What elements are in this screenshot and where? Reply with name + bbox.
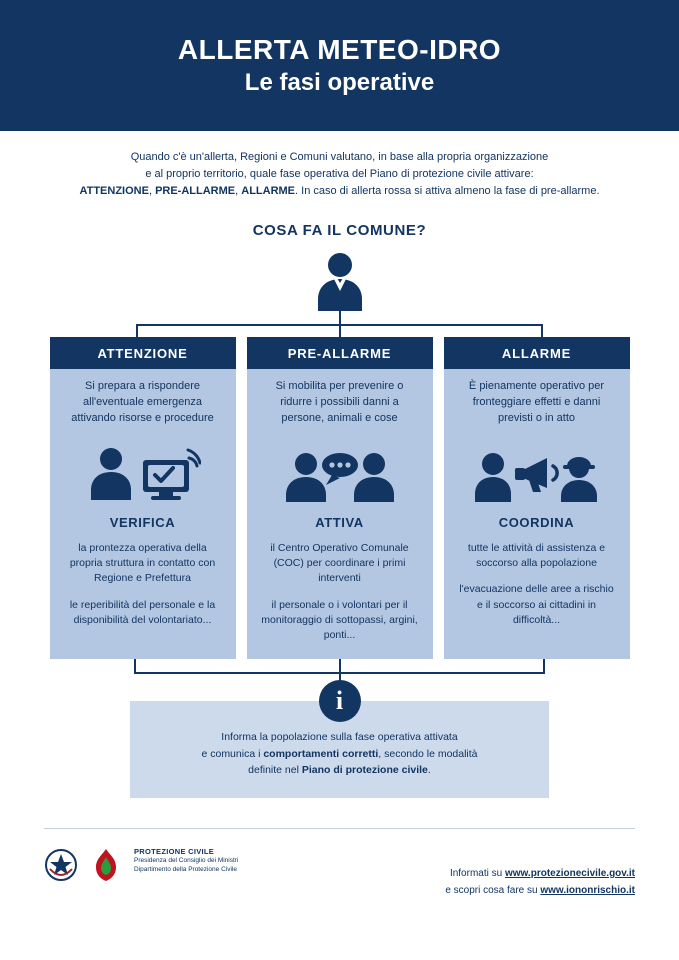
person-monitor-icon xyxy=(85,444,201,506)
phase-para1-attenzione: la prontezza operativa della propria struttura in contatto con Regione e Prefettura xyxy=(69,541,216,585)
info-line-2 xyxy=(156,746,523,762)
phase-icon-row-attenzione xyxy=(85,437,201,513)
info-text-3: , secondo le modalità xyxy=(378,747,478,760)
info-line-1: Informa la popolazione sulla fase operativa attivata xyxy=(221,731,458,744)
connector-vertical-main xyxy=(339,311,341,325)
protezionecivile-link[interactable]: www.protezionecivile.gov.it xyxy=(504,868,635,880)
phase-para2-attenzione: le reperibilità del personale e la disponibilità del volontariato... xyxy=(69,598,216,626)
info-text-2: e comunica i xyxy=(201,747,264,760)
info-text-4: definite nel xyxy=(248,763,302,776)
info-text-5: . xyxy=(427,763,431,776)
connector-drop-left xyxy=(136,324,138,337)
phase-action-allarme: COORDINA xyxy=(498,514,575,530)
section-title: COSA FA IL COMUNE? xyxy=(252,222,427,240)
intro-sep-2: , xyxy=(235,185,242,198)
footer-link-line-1 xyxy=(445,865,635,882)
phase-card-allarme xyxy=(444,337,630,659)
phase-header-attenzione: ATTENZIONE xyxy=(50,337,236,369)
page-subtitle: Le fasi operative xyxy=(244,68,435,96)
person-icon xyxy=(307,249,373,311)
connector-top xyxy=(46,311,633,337)
footer-logo-line-1: PROTEZIONE CIVILE xyxy=(134,847,215,857)
page-header xyxy=(0,0,679,131)
phase-action-attenzione: VERIFICA xyxy=(109,514,176,530)
connector-drop-right xyxy=(541,324,543,337)
footer-links xyxy=(445,847,635,899)
footer-logo-line-3: Dipartimento della Protezione Civile xyxy=(134,865,237,873)
footer-link-1-prefix: Informati su xyxy=(449,868,505,880)
phase-icon-row-allarme xyxy=(473,437,601,513)
intro-phase-preallarme: PRE-ALLARME xyxy=(155,185,236,198)
page-footer xyxy=(44,847,635,899)
two-people-talking-icon xyxy=(282,444,398,506)
intro-line-3-rest: . In caso di allerta rossa si attiva almeno la fase di pre-allarme. xyxy=(295,185,600,198)
info-line-3 xyxy=(156,762,523,778)
intro-sep-1: , xyxy=(148,185,156,198)
phase-para1-allarme: tutte le attività di assistenza e soccorso alla popolazione xyxy=(467,541,606,570)
intro-phase-allarme: ALLARME xyxy=(241,185,296,198)
footer-link-line-2 xyxy=(445,882,635,899)
phase-header-preallarme: PRE-ALLARME xyxy=(247,337,433,369)
republic-emblem-icon xyxy=(44,847,78,887)
phase-lead-preallarme: Si mobilita per prevenire o ridurre i possibili danni a persone, animali e cose xyxy=(275,380,404,425)
page-title: ALLERTA METEO-IDRO xyxy=(177,33,502,65)
connector-up-middle xyxy=(339,659,341,673)
footer-logo-line-2: Presidenza del Consiglio dei Ministri xyxy=(134,857,239,865)
phase-action-preallarme: ATTIVA xyxy=(315,514,364,530)
phase-header-allarme: ALLARME xyxy=(444,337,630,369)
intro-line-2: e al proprio territorio, quale fase operativa del Piano di protezione civile attivare: xyxy=(145,168,534,181)
connector-up-right xyxy=(543,659,545,673)
info-bold-piano: Piano di protezione civile xyxy=(301,763,428,776)
footer-logos xyxy=(44,847,238,887)
footer-logo-caption xyxy=(134,847,238,875)
phase-body-allarme xyxy=(444,369,630,659)
phases-columns xyxy=(44,337,635,659)
intro-text xyxy=(0,131,679,200)
phase-para2-allarme: l'evacuazione delle aree a rischio e il soccorso ai cittadini in difficoltà... xyxy=(459,583,614,626)
phase-lead-attenzione: Si prepara a rispondere all'eventuale emergenza attivando risorse e procedure xyxy=(71,380,214,425)
connector-up-left xyxy=(134,659,136,673)
phase-para2-preallarme: il personale o i volontari per il monitoraggio di sottopassi, argini, ponti... xyxy=(261,598,418,642)
info-bold-comportamenti: comportamenti corretti xyxy=(263,747,379,760)
municipality-person-illustration xyxy=(0,249,679,311)
phase-body-attenzione xyxy=(50,369,236,659)
phase-para1-preallarme: il Centro Operativo Comunale (COC) per coordinare i primi interventi xyxy=(270,541,409,585)
connector-drop-middle xyxy=(339,324,341,337)
footer-link-2-prefix: e scopri cosa fare su xyxy=(445,885,541,897)
info-icon: i xyxy=(319,680,361,722)
intro-line-1: Quando c'è un'allerta, Regioni e Comuni valutano, in base alla propria organizzazione xyxy=(130,151,549,163)
intro-phase-attenzione: ATTENZIONE xyxy=(79,185,149,198)
phase-body-preallarme xyxy=(247,369,433,659)
intro-line-3 xyxy=(60,183,619,200)
phase-icon-row-preallarme xyxy=(282,437,398,513)
phase-card-preallarme xyxy=(247,337,433,659)
phase-lead-allarme: È pienamente operativo per fronteggiare effetti e danni previsti o in atto xyxy=(468,380,605,425)
phase-card-attenzione xyxy=(50,337,236,659)
iononrischio-link[interactable]: www.iononrischio.it xyxy=(540,885,635,897)
footer-divider xyxy=(44,828,635,829)
protezione-civile-logo-icon xyxy=(92,847,120,887)
info-box-wrapper xyxy=(130,686,549,798)
megaphone-rescue-icon xyxy=(473,444,601,506)
